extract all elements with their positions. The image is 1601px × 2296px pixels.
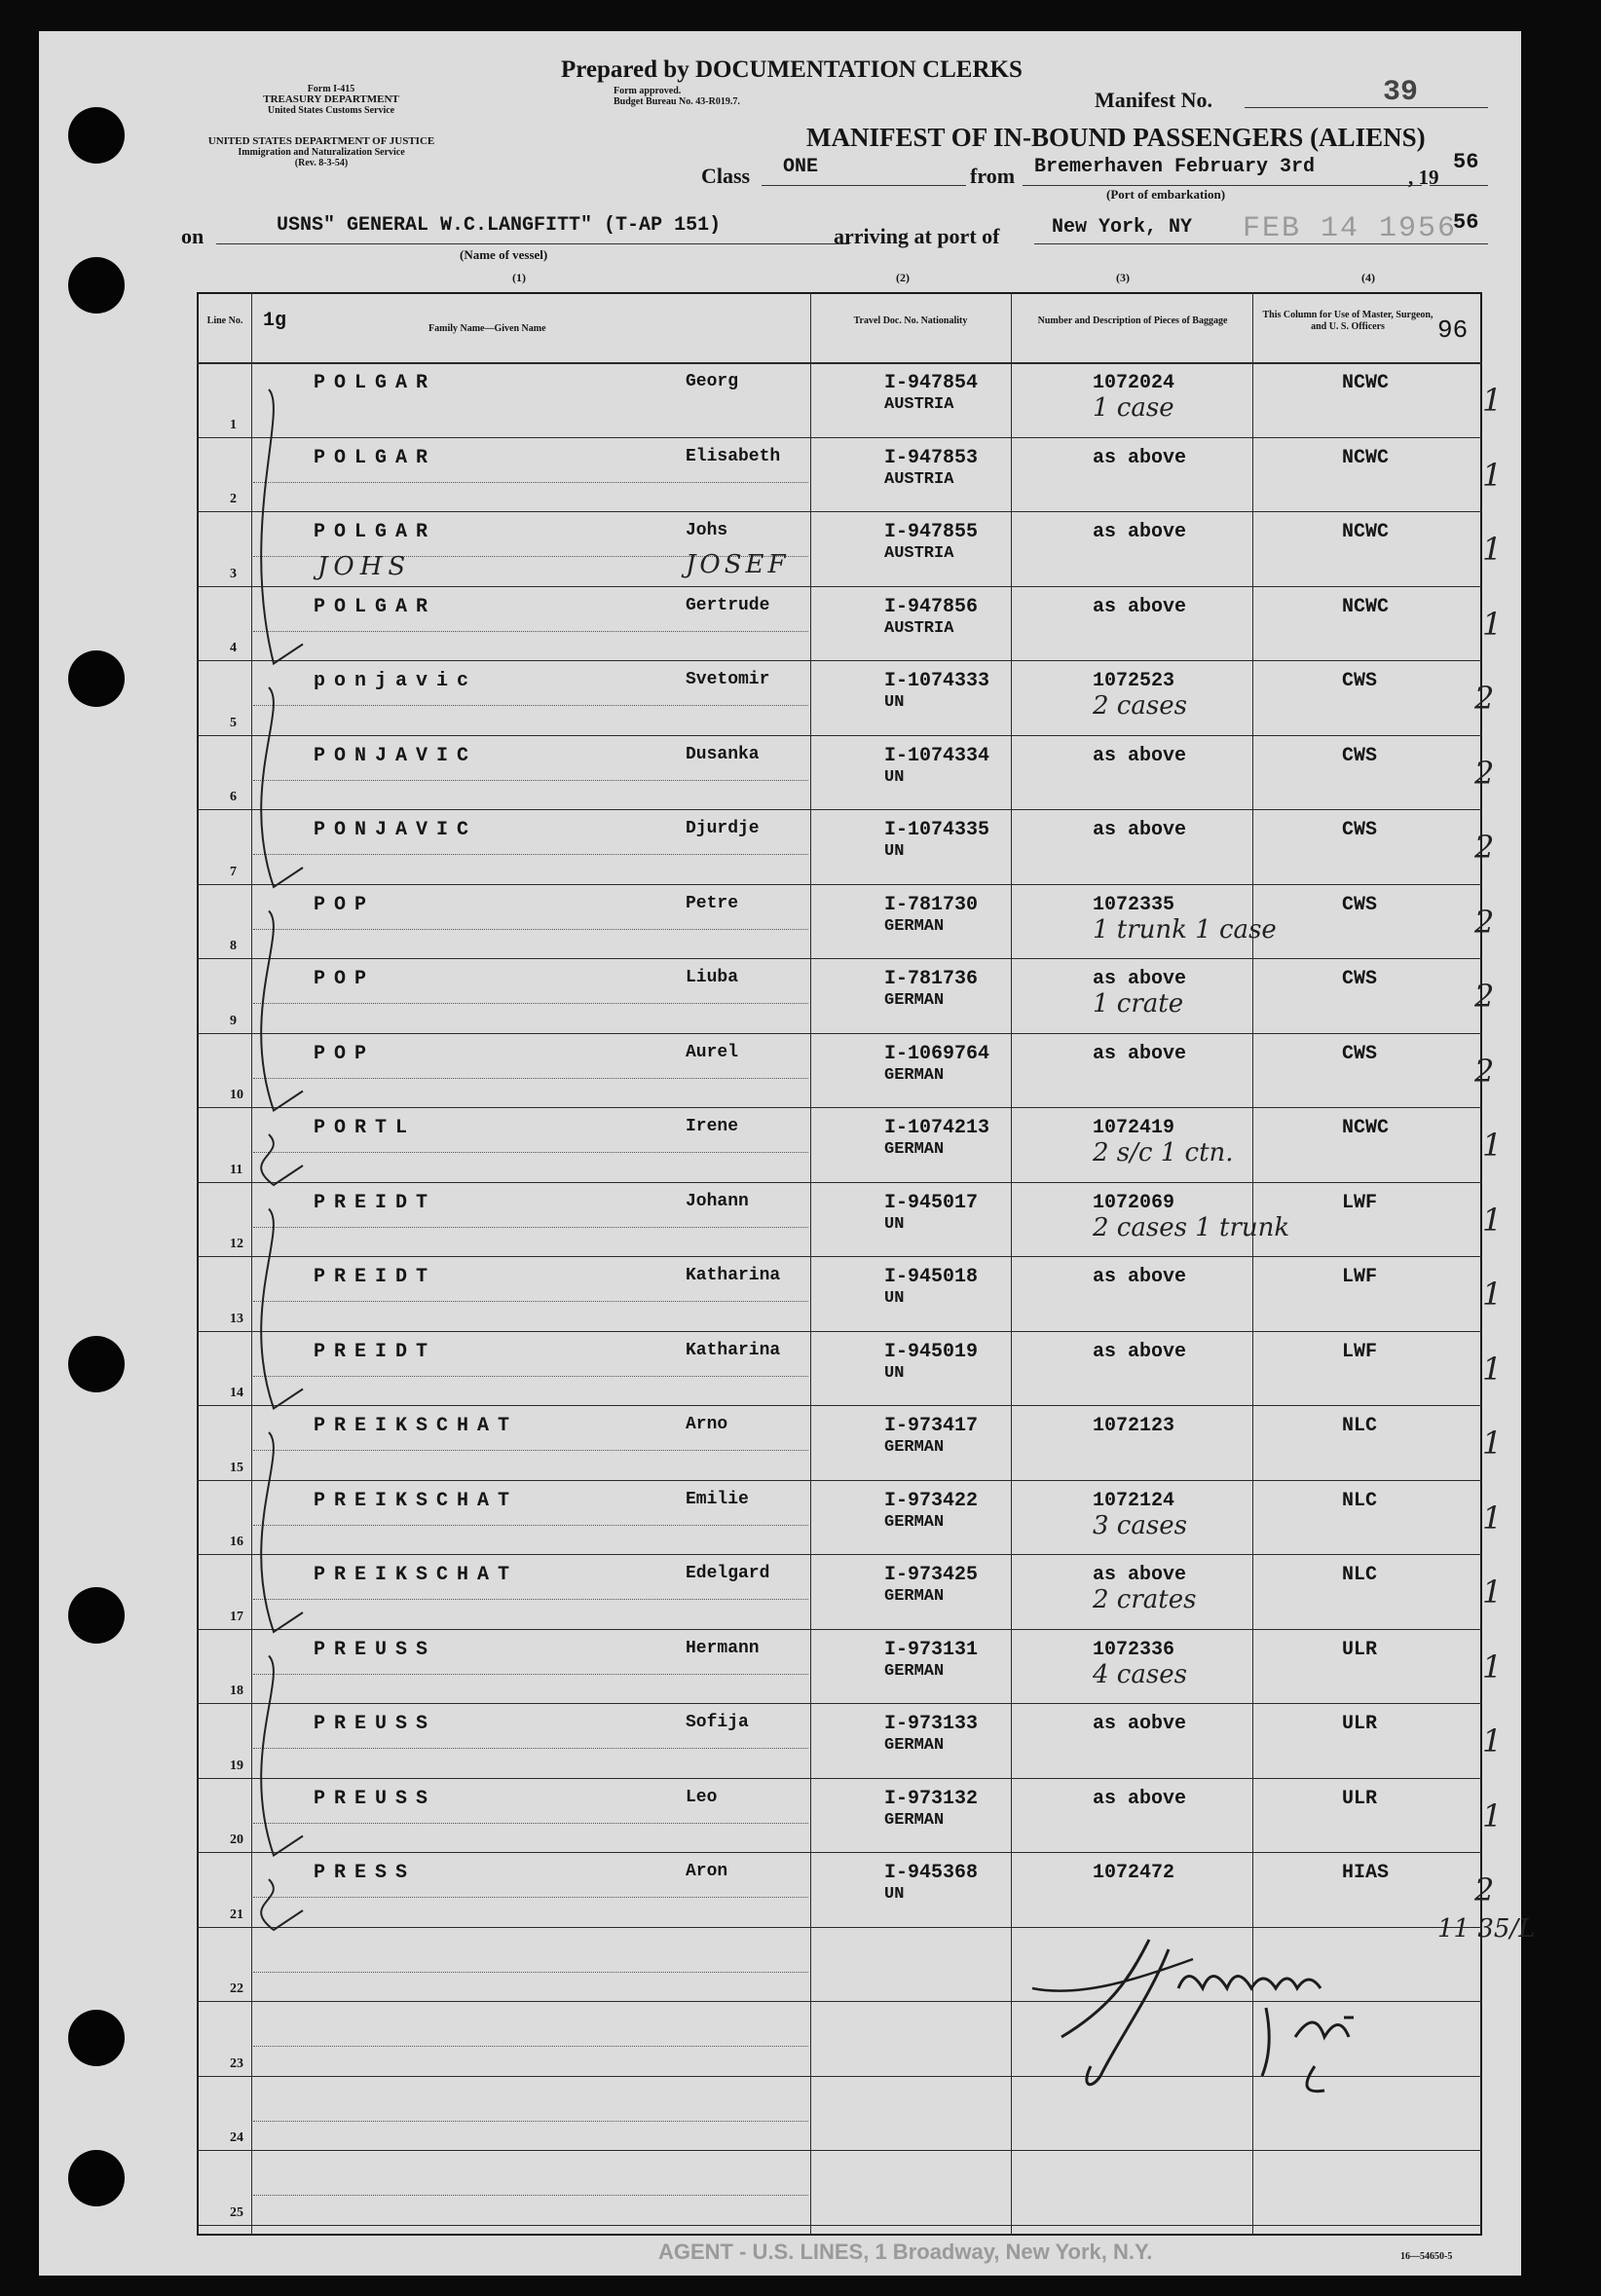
officer-mark: 1 <box>1482 1201 1503 1239</box>
nationality: GERMAN <box>884 1065 945 1085</box>
group-bracket <box>261 389 303 664</box>
nationality: UN <box>884 1289 905 1308</box>
group-bracket <box>261 1879 303 1930</box>
baggage-no: as above <box>1093 595 1187 618</box>
year-value: 56 <box>1453 150 1479 174</box>
officer-mark: 1 <box>1482 1350 1503 1388</box>
line-number: 4 <box>230 641 237 655</box>
punch-hole <box>68 2150 125 2206</box>
row-rule <box>197 1852 1482 1853</box>
officer-mark: 2 <box>1474 680 1495 717</box>
baggage-description: 2 cases <box>1093 691 1187 721</box>
agency-code: NCWC <box>1342 595 1390 618</box>
given-name: Aurel <box>686 1042 739 1062</box>
baggage-description: 2 s/c 1 ctn. <box>1093 1138 1234 1167</box>
vessel-caption: (Name of vessel) <box>460 247 548 262</box>
manifest-no-label: Manifest No. <box>1095 88 1212 112</box>
baggage-no: 1072069 <box>1093 1191 1175 1214</box>
signature-name <box>1149 1930 1350 1969</box>
punch-hole <box>68 1587 125 1644</box>
year-line <box>1430 185 1488 186</box>
baggage-no: as above <box>1093 1787 1187 1810</box>
form-approved: Form approved. Budget Bureau No. 43-R019.7. <box>614 86 740 107</box>
officer-mark: 1 <box>1482 1425 1503 1462</box>
travel-doc-no: I-973417 <box>884 1415 979 1437</box>
family-name: ponjavic <box>314 670 478 692</box>
signature-time: 11 35/L <box>1437 1914 1536 1944</box>
line-number: 24 <box>230 2130 243 2145</box>
travel-doc-no: I-947853 <box>884 446 979 469</box>
given-name: Arno <box>686 1415 728 1434</box>
baggage-no: 1072335 <box>1093 893 1175 916</box>
given-name-correction: JOSEF <box>686 550 790 579</box>
agency-code: CWS <box>1342 1042 1378 1065</box>
family-name: PORTL <box>314 1117 417 1139</box>
baggage-no: as above <box>1093 446 1187 469</box>
agency-code: NCWC <box>1342 521 1390 543</box>
travel-doc-no: I-781736 <box>884 968 979 990</box>
officer-mark: 2 <box>1474 754 1495 792</box>
officer-mark: 1 <box>1482 1722 1503 1759</box>
header-name: Family Name—Given Name <box>428 323 546 334</box>
agency-code: CWS <box>1342 893 1378 916</box>
line-number: 6 <box>230 790 237 804</box>
travel-doc-no: I-973133 <box>884 1713 979 1735</box>
travel-doc-no: I-945018 <box>884 1266 979 1288</box>
row-rule <box>197 1703 1482 1704</box>
travel-doc-no: I-973132 <box>884 1787 979 1810</box>
baggage-no: as above <box>1093 1564 1187 1586</box>
row-rule <box>197 511 1482 512</box>
arriving-label: arriving at port of <box>834 224 1000 248</box>
port-caption: (Port of embarkation) <box>1106 187 1226 202</box>
family-name: PREIDT <box>314 1191 437 1214</box>
agency-code: LWF <box>1342 1266 1378 1288</box>
manifest-title: MANIFEST OF IN-BOUND PASSENGERS (ALIENS) <box>806 123 1426 152</box>
year-prefix: , 19 <box>1408 166 1439 189</box>
row-rule <box>197 1554 1482 1555</box>
nationality: GERMAN <box>884 1661 945 1681</box>
given-name: Johs <box>686 521 728 540</box>
travel-doc-no: I-945017 <box>884 1191 979 1214</box>
baggage-no: as above <box>1093 1266 1187 1288</box>
punch-hole <box>68 1336 125 1392</box>
line-number: 14 <box>230 1386 243 1400</box>
family-name-correction: JOHS <box>317 552 412 581</box>
port-value: Bremerhaven February 3rd <box>1034 156 1316 178</box>
family-name: PREUSS <box>314 1787 437 1810</box>
given-name: Svetomir <box>686 670 770 689</box>
row-dotted-rule <box>253 2046 808 2047</box>
agency-code: ULR <box>1342 1638 1378 1661</box>
family-name: PONJAVIC <box>314 744 478 767</box>
travel-doc-no: I-973131 <box>884 1638 979 1661</box>
row-rule <box>197 2225 1482 2226</box>
col-divider <box>1011 292 1012 2236</box>
vessel-line <box>216 243 849 244</box>
nationality: AUSTRIA <box>884 544 954 563</box>
agency-code: CWS <box>1342 968 1378 990</box>
nationality: GERMAN <box>884 1512 945 1532</box>
line-number: 22 <box>230 1981 243 1996</box>
officer-mark: 1 <box>1482 456 1503 494</box>
officer-mark: 2 <box>1474 903 1495 941</box>
row-rule <box>197 1480 1482 1481</box>
line-number: 13 <box>230 1311 243 1326</box>
given-name: Gertrude <box>686 595 770 615</box>
travel-doc-no: I-1074333 <box>884 670 990 692</box>
line-number: 19 <box>230 1758 243 1773</box>
nationality: UN <box>884 1363 905 1383</box>
officer-mark: 2 <box>1474 1871 1495 1908</box>
col-number-4: (4) <box>1361 271 1375 284</box>
family-name: PREIDT <box>314 1266 437 1288</box>
officer-mark: 1 <box>1482 1499 1503 1537</box>
given-name: Hermann <box>686 1638 760 1658</box>
class-label: Class <box>701 164 751 188</box>
family-name: POP <box>314 893 376 916</box>
group-bracket <box>261 1134 303 1185</box>
row-rule <box>197 586 1482 587</box>
agency-code: NLC <box>1342 1564 1378 1586</box>
line-number: 10 <box>230 1088 243 1102</box>
baggage-no: as above <box>1093 521 1187 543</box>
row-rule <box>197 1256 1482 1257</box>
col-number-1: (1) <box>512 271 526 284</box>
baggage-description: 2 cases 1 trunk <box>1093 1212 1290 1242</box>
line-number: 21 <box>230 1907 243 1922</box>
line-number: 3 <box>230 566 237 581</box>
line-number: 20 <box>230 1833 243 1847</box>
line-number: 12 <box>230 1237 243 1251</box>
agency-code: HIAS <box>1342 1862 1390 1884</box>
baggage-no: as above <box>1093 968 1187 990</box>
row-rule <box>197 1182 1482 1183</box>
row-dotted-rule <box>253 2195 808 2196</box>
family-name: POP <box>314 968 376 990</box>
travel-doc-no: I-781730 <box>884 893 979 916</box>
row-dotted-rule <box>253 2121 808 2122</box>
family-name: PREIDT <box>314 1340 437 1363</box>
group-bracket <box>261 1432 303 1632</box>
line-number: 2 <box>230 492 237 506</box>
baggage-description: 1 case <box>1093 393 1174 423</box>
nationality: GERMAN <box>884 1736 945 1755</box>
punch-hole <box>68 2010 125 2066</box>
given-name: Leo <box>686 1787 718 1807</box>
manifest-no-value: 39 <box>1383 76 1419 109</box>
given-name: Katharina <box>686 1266 781 1285</box>
family-name: PREUSS <box>314 1713 437 1735</box>
agency-code: ULR <box>1342 1787 1378 1810</box>
row-rule <box>197 1107 1482 1108</box>
year2-value: 56 <box>1453 210 1479 235</box>
header-rule <box>197 362 1482 364</box>
family-name: POLGAR <box>314 446 437 469</box>
doj-block: UNITED STATES DEPARTMENT OF JUSTICE Immigration and Naturalization Service (Rev. 8-3-54) <box>207 135 435 168</box>
officer-mark: 1 <box>1482 1127 1503 1164</box>
baggage-no: as above <box>1093 1042 1187 1065</box>
given-name: Djurdje <box>686 819 760 838</box>
agency-code: NLC <box>1342 1489 1378 1512</box>
family-name: POLGAR <box>314 372 437 394</box>
nationality: GERMAN <box>884 1140 945 1159</box>
nationality: UN <box>884 693 905 712</box>
baggage-no: as above <box>1093 744 1187 767</box>
given-name: Edelgard <box>686 1564 770 1583</box>
baggage-no: 1072336 <box>1093 1638 1175 1661</box>
family-name: PREIKSCHAT <box>314 1564 519 1586</box>
officer-mark: 2 <box>1474 978 1495 1015</box>
row-rule <box>197 958 1482 959</box>
nationality: UN <box>884 1885 905 1904</box>
officer-mark: 1 <box>1482 1648 1503 1685</box>
nationality: UN <box>884 1214 905 1234</box>
baggage-no: 1072024 <box>1093 372 1175 394</box>
col-number-2: (2) <box>896 271 910 284</box>
row-rule <box>197 1405 1482 1406</box>
agency-code: NCWC <box>1342 372 1390 394</box>
line-number: 11 <box>230 1162 243 1177</box>
given-name: Georg <box>686 372 739 391</box>
officer-mark: 1 <box>1482 1796 1503 1834</box>
punch-hole <box>68 650 125 707</box>
line-number: 5 <box>230 715 237 730</box>
header-officers: This Column for Use of Master, Surgeon, and U. S. Officers <box>1262 310 1433 332</box>
line-number: 1 <box>230 417 237 432</box>
row-rule <box>197 1033 1482 1034</box>
family-name: PRESS <box>314 1862 417 1884</box>
form-id: Form I-415 TREASURY DEPARTMENT United States Customs Service <box>263 84 399 116</box>
group-bracket <box>261 1656 303 1856</box>
baggage-no: 1072523 <box>1093 670 1175 692</box>
agency-code: ULR <box>1342 1713 1378 1735</box>
col-divider <box>810 292 811 2236</box>
given-name: Liuba <box>686 968 739 987</box>
row-rule <box>197 735 1482 736</box>
officer-mark: 1 <box>1482 605 1503 643</box>
nationality: AUSTRIA <box>884 618 954 638</box>
row-rule <box>197 437 1482 438</box>
given-name: Emilie <box>686 1489 749 1509</box>
given-name: Irene <box>686 1117 739 1136</box>
prepared-by-stamp: Prepared by DOCUMENTATION CLERKS <box>561 56 1023 83</box>
officer-mark: 2 <box>1474 829 1495 866</box>
baggage-no: as above <box>1093 819 1187 841</box>
family-name: POP <box>314 1042 376 1065</box>
given-name: Dusanka <box>686 744 760 764</box>
nationality: GERMAN <box>884 1587 945 1606</box>
baggage-no: 1072419 <box>1093 1117 1175 1139</box>
officer-mark: 1 <box>1482 382 1503 419</box>
nationality: GERMAN <box>884 1438 945 1457</box>
agency-code: CWS <box>1342 819 1378 841</box>
form-code: 16—54650-5 <box>1400 2251 1453 2262</box>
line-number: 18 <box>230 1684 243 1698</box>
travel-doc-no: I-973422 <box>884 1489 979 1512</box>
agency-code: LWF <box>1342 1191 1378 1214</box>
travel-doc-no: I-947854 <box>884 372 979 394</box>
group-bracket <box>261 687 303 887</box>
agency-code: NCWC <box>1342 446 1390 469</box>
row-rule <box>197 809 1482 810</box>
punch-hole <box>68 107 125 164</box>
line-number: 9 <box>230 1013 237 1028</box>
class-value: ONE <box>783 156 819 178</box>
agency-code: CWS <box>1342 744 1378 767</box>
agent-stamp: AGENT - U.S. LINES, 1 Broadway, New York, N.Y. <box>658 2240 1153 2264</box>
given-name: Johann <box>686 1191 749 1211</box>
line-number: 17 <box>230 1609 243 1624</box>
baggage-no: 1072123 <box>1093 1415 1175 1437</box>
baggage-description: 2 crates <box>1093 1585 1197 1614</box>
line-number: 23 <box>230 2055 243 2071</box>
baggage-no: as aobve <box>1093 1713 1187 1735</box>
nationality: GERMAN <box>884 1810 945 1830</box>
row-rule <box>197 1629 1482 1630</box>
row-rule <box>197 884 1482 885</box>
travel-doc-no: I-1074213 <box>884 1117 990 1139</box>
vessel-value: USNS" GENERAL W.C.LANGFITT" (T-AP 151) <box>277 214 722 237</box>
punch-hole <box>68 257 125 314</box>
travel-doc-no: I-1074335 <box>884 819 990 841</box>
group-bracket <box>261 911 303 1111</box>
baggage-description: 1 crate <box>1093 989 1184 1018</box>
travel-doc-no: I-945368 <box>884 1862 979 1884</box>
travel-doc-no: I-947856 <box>884 595 979 618</box>
nationality: GERMAN <box>884 916 945 936</box>
travel-doc-no: I-1069764 <box>884 1042 990 1065</box>
line-number: 7 <box>230 864 237 879</box>
agency-code: CWS <box>1342 670 1378 692</box>
family-name: PREIKSCHAT <box>314 1489 519 1512</box>
family-name: POLGAR <box>314 521 437 543</box>
given-name: Katharina <box>686 1340 781 1360</box>
given-name: Aron <box>686 1862 728 1881</box>
baggage-description: 1 trunk 1 case <box>1093 914 1277 944</box>
row-rule <box>197 1331 1482 1332</box>
given-name: Sofija <box>686 1713 749 1732</box>
agency-code: NLC <box>1342 1415 1378 1437</box>
family-group-brackets <box>230 382 347 2037</box>
nationality: AUSTRIA <box>884 395 954 414</box>
manifest-page <box>39 31 1536 2276</box>
row-rule <box>197 1778 1482 1779</box>
family-name: POLGAR <box>314 595 437 618</box>
header-line-no: Line No. <box>206 315 243 326</box>
manifest-no-line <box>1245 107 1488 108</box>
nationality: GERMAN <box>884 991 945 1010</box>
officer-mark: 1 <box>1482 1276 1503 1313</box>
class-line <box>762 185 966 186</box>
travel-doc-no: I-945019 <box>884 1340 979 1363</box>
nationality: UN <box>884 842 905 861</box>
family-name: PREIKSCHAT <box>314 1415 519 1437</box>
from-label: from <box>970 164 1016 188</box>
line-number: 8 <box>230 939 237 953</box>
given-name: Elisabeth <box>686 446 781 466</box>
baggage-description: 3 cases <box>1093 1510 1187 1540</box>
baggage-no: 1072124 <box>1093 1489 1175 1512</box>
header-group-code: 1g <box>263 310 287 332</box>
header-officers-note: 96 <box>1437 315 1469 345</box>
nationality: AUSTRIA <box>884 469 954 489</box>
port-line <box>1023 185 1422 186</box>
travel-doc-no: I-947855 <box>884 521 979 543</box>
travel-doc-no: I-973425 <box>884 1564 979 1586</box>
row-rule <box>197 660 1482 661</box>
line-number: 15 <box>230 1460 243 1475</box>
baggage-no: as above <box>1093 1340 1187 1363</box>
officer-mark: 2 <box>1474 1052 1495 1090</box>
given-name: Petre <box>686 893 739 913</box>
line-number: 25 <box>230 2204 243 2220</box>
received-date-stamp: FEB 14 1956 <box>1243 212 1458 245</box>
line-number: 16 <box>230 1535 243 1549</box>
officer-mark: 1 <box>1482 531 1503 568</box>
arrival-port-value: New York, NY <box>1052 216 1193 239</box>
family-name: PREUSS <box>314 1638 437 1661</box>
row-rule <box>197 2150 1482 2151</box>
baggage-no: 1072472 <box>1093 1862 1175 1884</box>
signature-title <box>1276 2014 1359 2053</box>
officer-mark: 1 <box>1482 1574 1503 1611</box>
group-bracket <box>261 1209 303 1409</box>
baggage-description: 4 cases <box>1093 1659 1187 1689</box>
header-travel-doc: Travel Doc. No. Nationality <box>853 315 968 326</box>
agency-code: NCWC <box>1342 1117 1390 1139</box>
col-number-3: (3) <box>1116 271 1130 284</box>
travel-doc-no: I-1074334 <box>884 744 990 767</box>
on-label: on <box>181 224 205 248</box>
header-baggage: Number and Description of Pieces of Baggage <box>1037 315 1228 326</box>
agency-code: LWF <box>1342 1340 1378 1363</box>
nationality: UN <box>884 767 905 787</box>
family-name: PONJAVIC <box>314 819 478 841</box>
